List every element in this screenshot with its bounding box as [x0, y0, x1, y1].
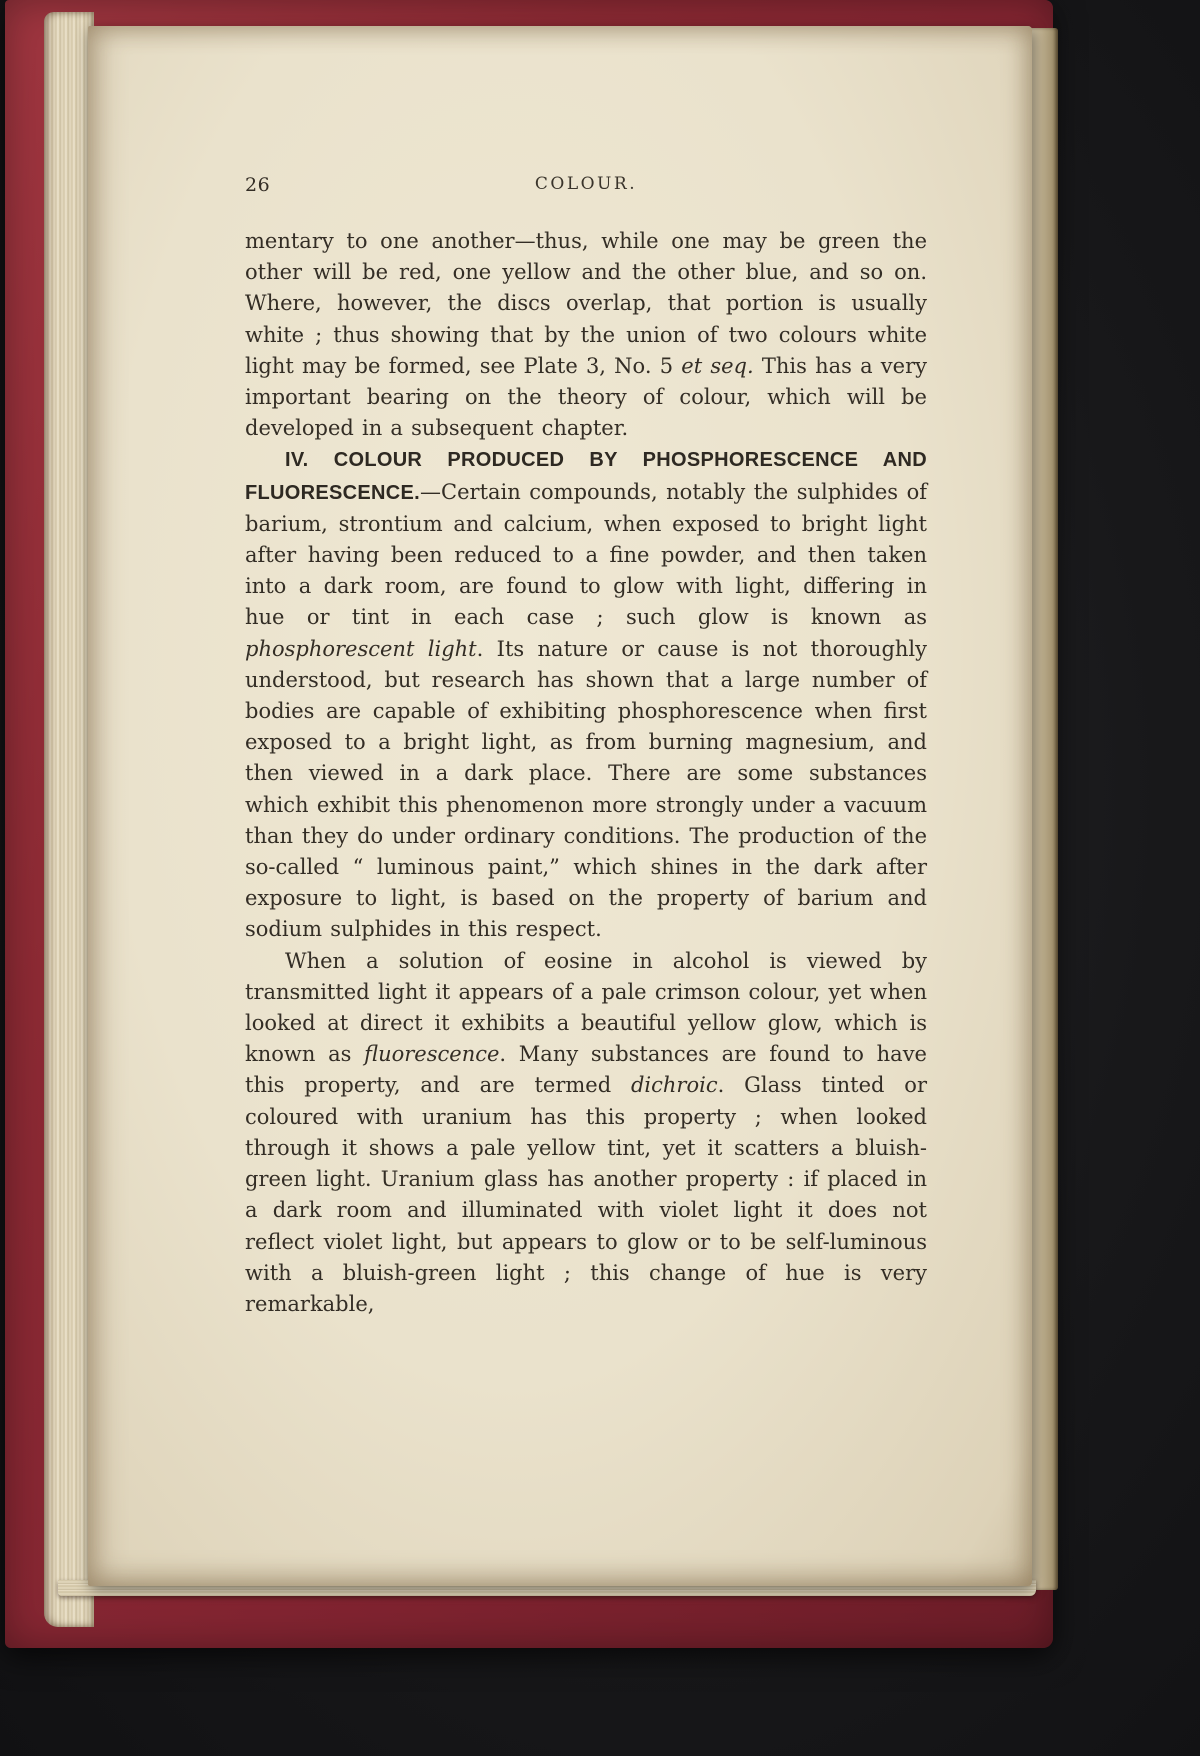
page-number: 26	[245, 174, 271, 196]
italic-text: et seq.	[681, 353, 754, 378]
body-text: —Certain compounds, notably the sulphides of barium, strontium and calcium, when exposed to bright light after having been reduced to a fine powder, and then taken into a dark room, are found to glow with light, differing in hue or tint in each case ; such glow is known as	[245, 479, 927, 630]
italic-text: phosphorescent light	[245, 636, 477, 661]
page-edge-right	[1030, 28, 1058, 1590]
paragraph	[245, 226, 927, 444]
book-page	[88, 26, 1032, 1586]
paragraph	[245, 444, 927, 945]
paragraph	[245, 946, 927, 1320]
section-heading-text: COLOUR PRODUCED BY PHOSPHORESCENCE AND FLUORESCENCE.	[245, 449, 927, 504]
italic-text: fluorescence	[364, 1042, 500, 1067]
body-text: . Many substances are found to have this property, and are termed	[245, 1042, 927, 1098]
body-text: This has a very important bearing on the theory of colour, which will be developed in a subsequent chapter.	[245, 353, 927, 441]
body-text: . Glass tinted or coloured with uranium has this property ; when looked through it shows a pale yellow tint, yet it scatters a bluish-green light. Uranium glass has another property : if placed in a dark room and illuminated with violet light it does not reflect violet light, but appears to glow or to be self-luminous with a bluish-green light ; this change of hue is very remarkable,	[245, 1073, 927, 1316]
body-text: . Its nature or cause is not thoroughly understood, but research has shown that a large number of bodies are capable of exhibiting phosphorescence when first exposed to a bright light, as from burning magnesium, and then viewed in a dark place. There are some substances which exhibit this phenomenon more strongly under a vacuum than they do under ordinary conditions. The production of the so-called “ luminous paint,” which shines in the dark after exposure to light, is based on the property of barium and sodium sulphides in this respect.	[245, 636, 927, 942]
section-heading-text: IV.	[285, 449, 334, 472]
running-header: COLOUR.	[534, 174, 638, 194]
body-text: mentary to one another—thus, while one may be green the other will be red, one yellow and the other blue, and so on. Where, however, the discs overlap, that portion is usually white ; thus showing that by the union of two colours white light may be formed, see Plate 3, No. 5	[245, 229, 927, 378]
italic-text: dichroic	[630, 1073, 718, 1098]
page-head	[245, 174, 927, 204]
body-text: When a solution of eosine in alcohol is viewed by transmitted light it appears of a pale crimson colour, yet when looked at direct it exhibits a beautiful yellow glow, which is known as	[245, 948, 927, 1067]
page-body	[245, 226, 927, 1320]
page-edges-left	[44, 12, 94, 1627]
